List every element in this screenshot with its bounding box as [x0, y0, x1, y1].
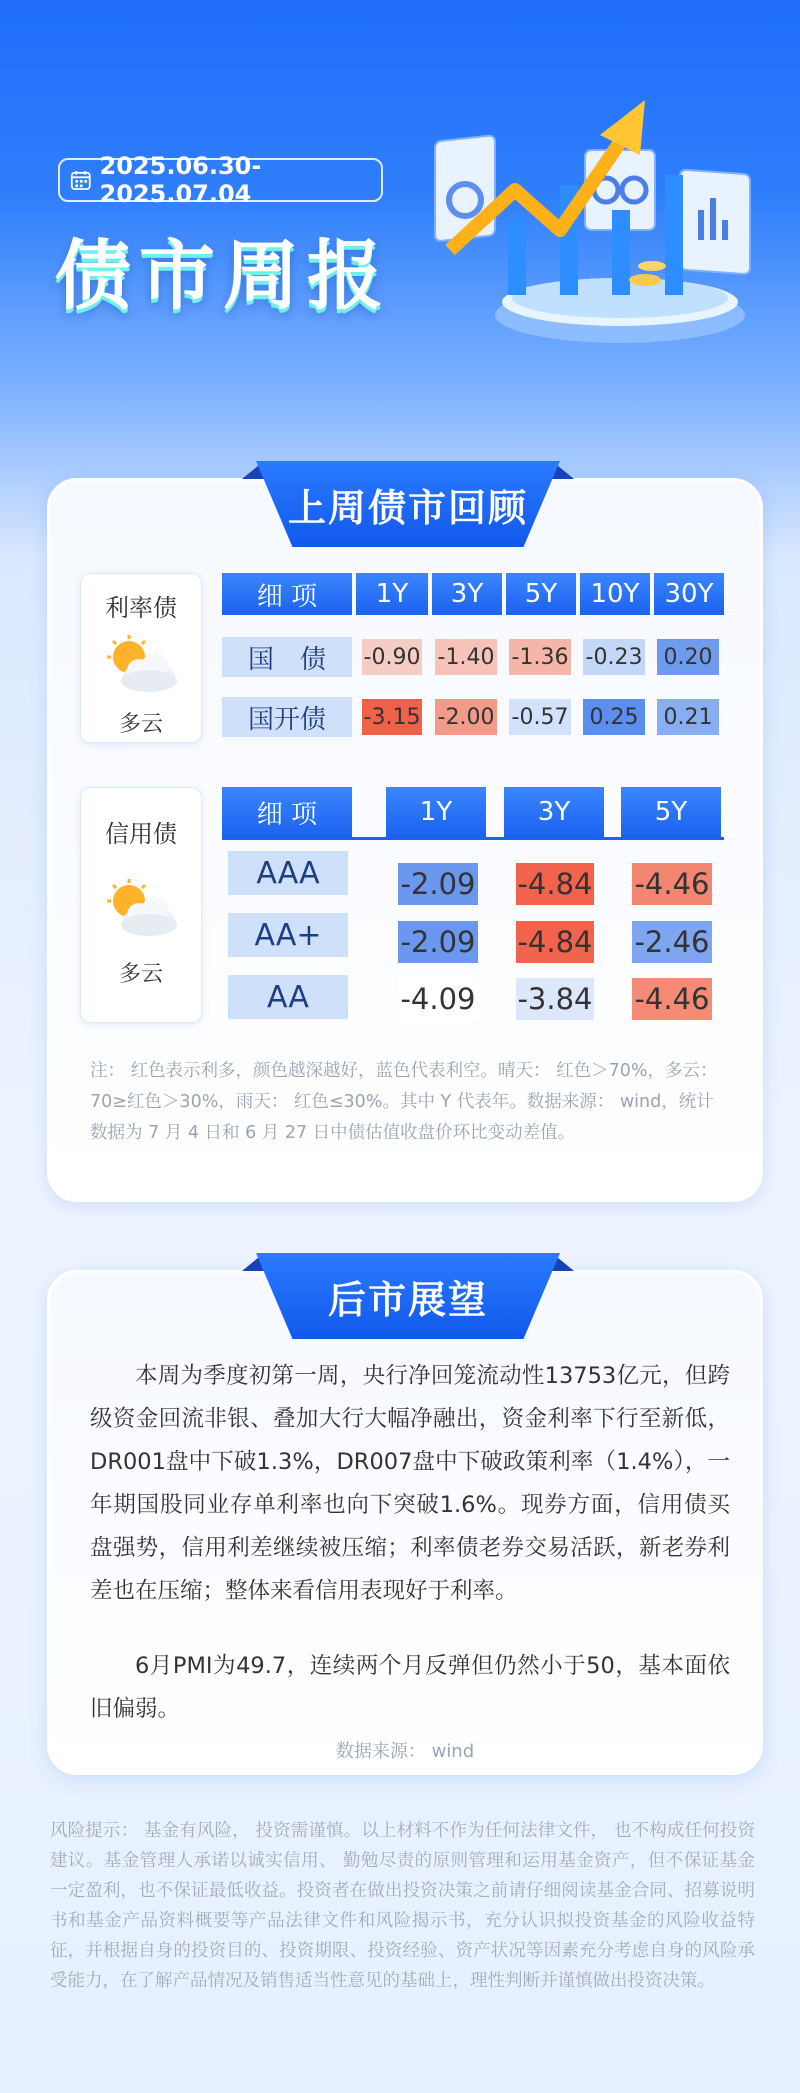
calendar-icon: [70, 168, 92, 192]
credit-header-item: 细 项: [222, 787, 352, 837]
date-badge: [58, 152, 383, 208]
credit-header-1y: 1Y: [386, 787, 486, 837]
review-title: 上周债市回顾: [287, 485, 528, 530]
review-note: 注： 红色表示利多，颜色越深越好，蓝色代表利空。晴天： 红色＞70%，多云： 70≥红色＞30%，雨天： 红色≤30%。其中 Y 代表年。数据来源： wind，统计数据为 7 月 4 日和 6 月 27 日中债估值收盘价环比变动差值。: [90, 1061, 718, 1143]
rate-row-label: 国 债: [222, 637, 352, 677]
credit-cell: -4.46: [632, 863, 712, 905]
rate-header-3y: 3Y: [432, 573, 502, 615]
rate-header-item: 细 项: [222, 573, 352, 615]
rate-cell: 0.21: [657, 699, 719, 735]
review-card: [47, 478, 763, 1202]
rate-cell: 0.20: [657, 639, 719, 675]
rate-cell: -0.90: [362, 639, 422, 675]
chart-illustration: [430, 80, 760, 350]
outlook-paragraph: 本周为季度初第一周，央行净回笼流动性13753亿元，但跨级资金回流非银、叠加大行大幅净融出，资金利率下行至新低，DR001盘中下破1.3%，DR007盘中下破政策利率（1.4%），一年期国股同业存单利率也向下突破1.6%。现券方面，信用债买盘强势，信用利差继续被压缩；利率债老券交易活跃，新老券利差也在压缩；整体来看信用表现好于利率。: [90, 1363, 730, 1604]
credit-cell: -2.09: [398, 863, 478, 905]
review-ribbon: [220, 461, 596, 549]
credit-row-label: AA+: [228, 913, 348, 957]
credit-cell: -4.84: [516, 921, 594, 963]
outlook-ribbon: [220, 1253, 596, 1341]
credit-cell: -2.46: [632, 921, 712, 963]
credit-bond-weather-text: 多云: [118, 962, 163, 987]
outlook-source: 数据来源： wind: [335, 1741, 475, 1762]
credit-cell: -4.84: [516, 863, 594, 905]
rate-bond-label: 利率债: [105, 594, 177, 622]
credit-cell: -4.46: [632, 978, 712, 1020]
credit-header-3y: 3Y: [504, 787, 604, 837]
credit-cell: -4.09: [398, 978, 478, 1020]
credit-header-5y: 5Y: [621, 787, 721, 837]
rate-cell: -3.15: [362, 699, 422, 735]
rate-cell: -0.57: [509, 699, 571, 735]
risk-disclaimer: 风险提示： 基金有风险， 投资需谨慎。以上材料不作为任何法律文件， 也不构成任何投资建议。基金管理人承诺以诚实信用、 勤勉尽责的原则管理和运用基金资产，但不保证基金一定盈利，也不保证最低收益。投资者在做出投资决策之前请仔细阅读基金合同、招募说明书和基金产品资料概要等产品法律文件和风险揭示书，充分认识拟投资基金的风险收益特征，并根据自身的投资目的、投资期限、投资经验、资产状况等因素充分考虑自身的风险承受能力，在了解产品情况及销售适当性意见的基础上，理性判断并谨慎做出投资决策。: [50, 1821, 755, 1991]
credit-cell: -3.84: [516, 978, 594, 1020]
partly-cloudy-icon: [101, 877, 181, 941]
rate-row-label: 国开债: [222, 697, 352, 737]
credit-row-label: AAA: [228, 851, 348, 895]
rate-cell: -0.23: [583, 639, 645, 675]
outlook-title: 后市展望: [327, 1277, 488, 1322]
rate-cell: -1.40: [435, 639, 497, 675]
credit-row-label: AA: [228, 975, 348, 1019]
rate-header-5y: 5Y: [506, 573, 576, 615]
rate-cell: -1.36: [509, 639, 571, 675]
date-range: 2025.06.30-2025.07.04: [99, 152, 262, 208]
rate-header-30y: 30Y: [654, 573, 724, 615]
rate-header-1y: 1Y: [356, 573, 428, 615]
outlook-paragraph: 6月PMI为49.7，连续两个月反弹但仍然小于50，基本面依旧偏弱。: [90, 1653, 730, 1722]
rate-cell: -2.00: [435, 699, 497, 735]
rate-cell: 0.25: [583, 699, 645, 735]
rate-bond-weather: [80, 573, 202, 743]
credit-cell: -2.09: [398, 921, 478, 963]
outlook-card: [47, 1270, 763, 1775]
rate-bond-weather-text: 多云: [118, 712, 163, 737]
credit-bond-label: 信用债: [105, 820, 177, 848]
partly-cloudy-icon: [101, 633, 181, 697]
rate-header-10y: 10Y: [580, 573, 650, 615]
page-title: 债市周报: [55, 231, 391, 320]
credit-bond-weather: [80, 787, 202, 1023]
